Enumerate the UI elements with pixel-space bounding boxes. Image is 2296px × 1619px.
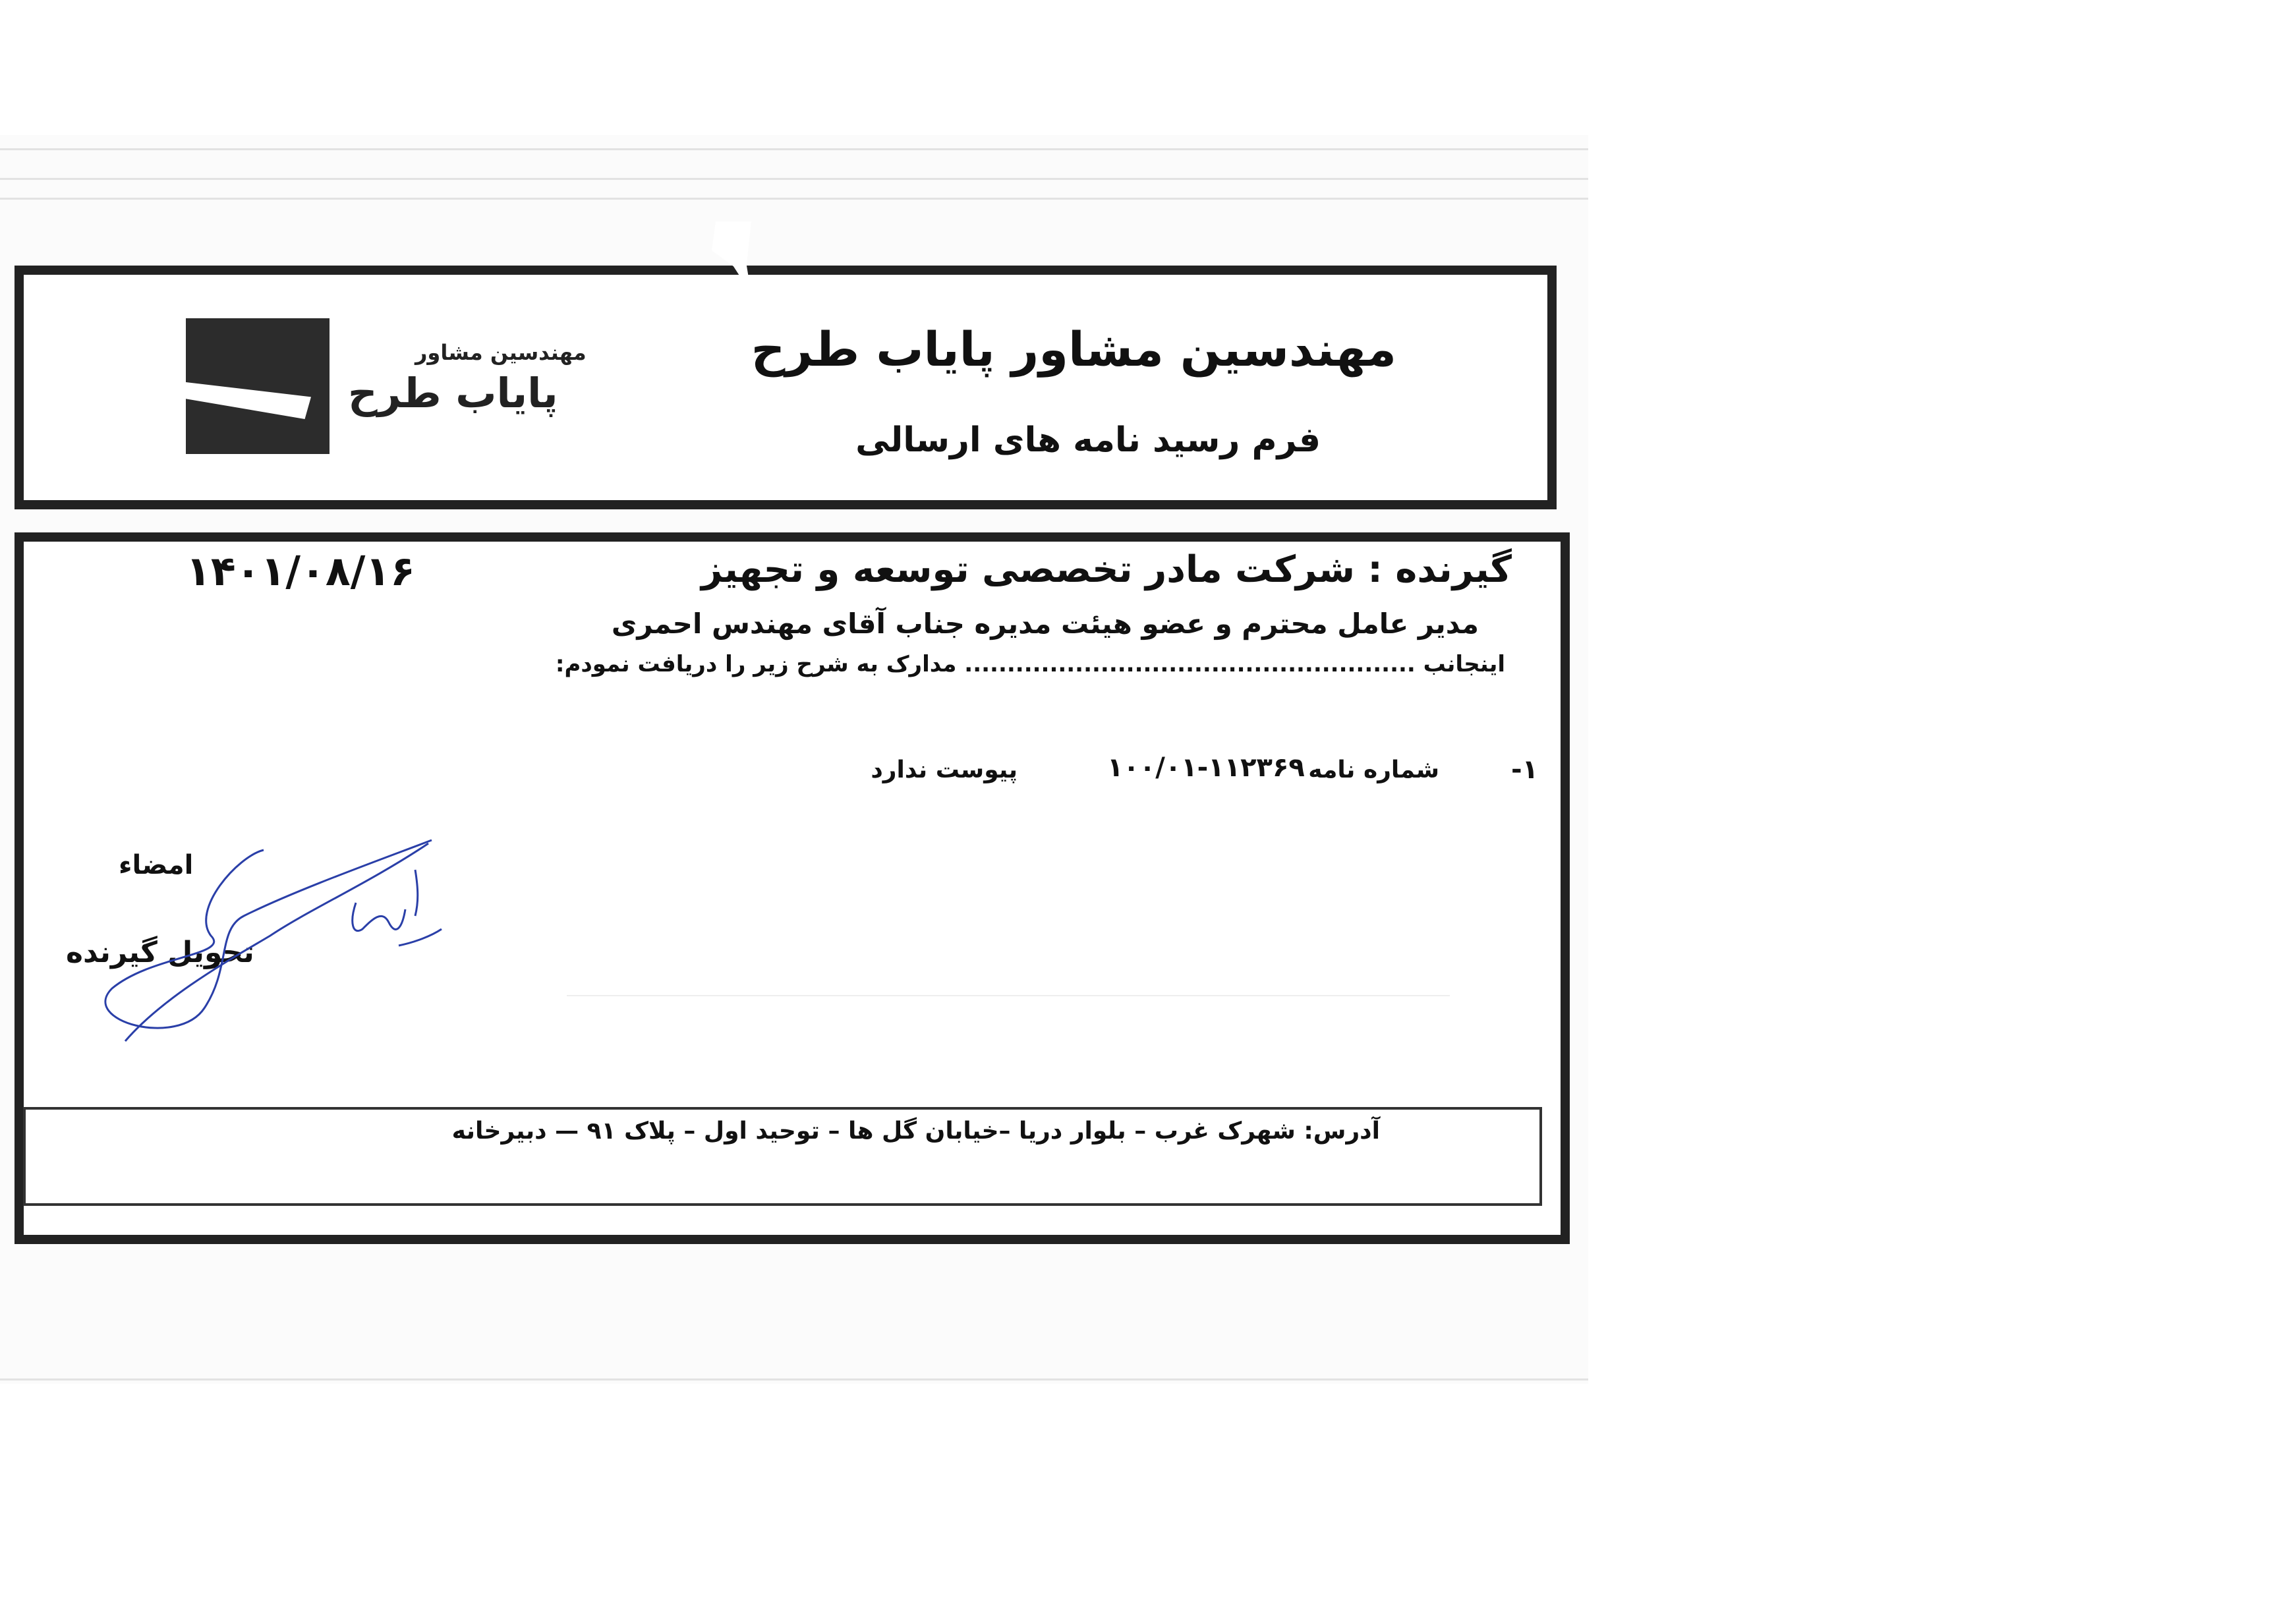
letter-number-value: ۱۰۰/۰۱-۱۱۲۳۶۹ bbox=[1107, 753, 1305, 783]
recipient-line: گیرنده : شرکت مادر تخصصی توسعه و تجهیز bbox=[701, 548, 1512, 591]
form-title: فرم رسید نامه های ارسالی bbox=[855, 420, 1321, 460]
signature-stroke bbox=[105, 840, 432, 1028]
paper-edge-line bbox=[0, 198, 1588, 200]
paper-edge-line bbox=[0, 178, 1588, 180]
item-label: شماره نامه bbox=[1308, 756, 1439, 783]
paper-edge-line bbox=[0, 148, 1588, 150]
signature-stroke bbox=[125, 843, 428, 1041]
addressee-line: مدیر عامل محترم و عضو هیئت مدیره جناب آقای مهندس احمری bbox=[611, 608, 1479, 640]
paper-edge-line bbox=[0, 1378, 1588, 1380]
handwritten-signature bbox=[72, 830, 455, 1048]
attachment-status: پیوست ندارد bbox=[871, 756, 1018, 783]
signature-label: امضاء bbox=[119, 850, 194, 880]
logo-big-text: پایاب طرح bbox=[348, 369, 558, 417]
signature-role: تحویل گیرنده bbox=[66, 936, 254, 969]
letter-date: ۱۴۰۱/۰۸/۱۶ bbox=[186, 547, 416, 595]
faint-rule bbox=[567, 995, 1450, 996]
logo-small-text: مهندسین مشاور bbox=[415, 340, 587, 365]
company-title: مهندسین مشاور پایاب طرح bbox=[751, 322, 1396, 377]
address-text: آدرس: شهرک غرب – بلوار دریا –خیابان گل ها – توحید اول – پلاک ۹۱ — دبیرخانه bbox=[451, 1118, 1380, 1145]
receipt-statement: اینجانب ..................................................... مدارک به شرح زیر را دریافت نمودم: bbox=[555, 651, 1505, 677]
item-number: ۱- bbox=[1510, 754, 1538, 785]
